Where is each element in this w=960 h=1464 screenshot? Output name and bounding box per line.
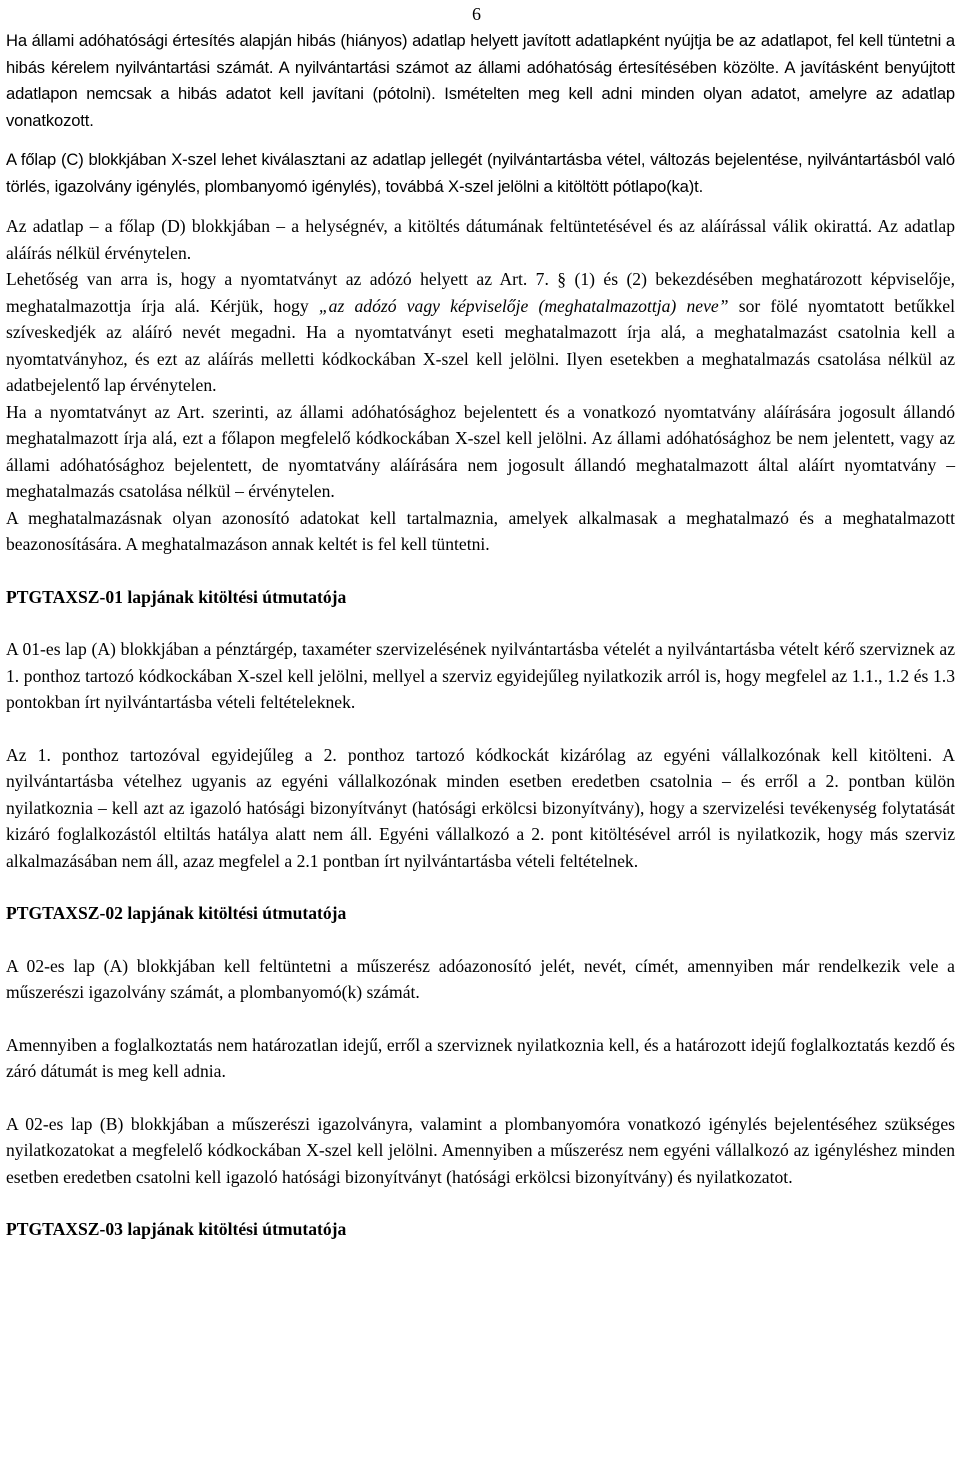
representative-italic-text: „az adózó vagy képviselője (meghatalmazottja) neve” [318,295,729,316]
section-title-ptgtaxsz-01: PTGTAXSZ-01 lapjának kitöltési útmutatója [6,586,347,607]
page-number: 6 [472,4,481,24]
section-01-text-1: A 01-es lap (A) blokkjában a pénztárgép, taxaméter szervizelésének nyilvántartásba vételét a nyilvántartásba vételt kérő szerviznek az 1. ponthoz tartozó kódkockában X-szel kell jelölni, mellyel a szerviz egyidejűleg nyilatkozik arról is, hogy megfelel az 1.1., 1.2 és 1.3 pontokban írt nyilvántartásba vételi feltételeknek. [6,639,955,712]
section-01-paragraph-1 [6,636,955,716]
document-body [6,28,955,1243]
section-01-paragraph-2 [6,742,955,875]
section-02-text-3: A 02-es lap (B) blokkjában a műszerészi igazolványra, valamint a plombanyomóra vonatkozó igénylés bejelentéséhez szükséges nyilatkozatokat a megfelelő kódkockában X-szel kell jelölni. Amennyiben a műszerész nem egyéni vállalkozó az igényléshez minden esetben eredetben csatolni kell igazoló hatósági bizonyítványt (hatósági erkölcsi bizonyítvány) és nyilatkozatot. [6,1113,955,1187]
intro-paragraph-permanent-proxy [6,399,955,505]
section-02-text-1: A 02-es lap (A) blokkjában kell feltüntetni a műszerész adóazonosító jelét, nevét, címét, amennyiben már rendelkezik vele a műszerészi igazolvány számát, a plombanyomó(k) számát. [6,955,955,1002]
intro-paragraph-correction [6,28,955,134]
representative-text-a: Lehetőség van arra is, hogy a nyomtatványt az adózó helyett az Art. 7. § (1) és (2) bekezdésében meghatározott képviselője, meghatalmazottja írja alá. Kérjük, hogy [6,269,955,316]
intro-paragraph-mainsheet [6,147,955,200]
section-02-text-2: Amennyiben a foglalkoztatás nem határozatlan idejű, erről a szerviznek nyilatkoznia kell, és a határozott idejű foglalkoztatás kezdő és záró dátumát is meg kell adnia. [6,1034,955,1081]
permanent-proxy-text: Ha a nyomtatványt az Art. szerinti, az állami adóhatósághoz bejelentett és a vonatkozó nyomtatvány aláírására jogosult állandó meghatalmazott írja alá, ezt a főlapon megfelelő kódkockában X-szel kell jelölni. Az állami adóhatósághoz be nem jelentett, vagy az állami adóhatósághoz bejelentett, de nyomtatvány aláírására nem jogosult állandó meghatalmazott által aláírt nyomtatvány – meghatalmazás csatolása nélkül – érvénytelen. [6,401,955,501]
intro-signature-text: Az adatlap – a főlap (D) blokkjában – a helységnév, a kitöltés dátumának feltüntetésével és az aláírással válik okirattá. Az adatlap aláírás nélkül érvénytelen. [6,216,955,263]
section-title-ptgtaxsz-02: PTGTAXSZ-02 lapjának kitöltési útmutatója [6,903,347,923]
intro-paragraph-representative [6,266,955,399]
section-02-paragraph-3 [6,1111,955,1191]
intro-mainsheet-text: A főlap (C) blokkjában X-szel lehet kiválasztani az adatlap jellegét (nyilvántartásba vétel, változás bejelentése, nyilvántartásból való törlés, igazolvány igénylés, plombanyomó igénylés), továbbá X-szel jelölni a kitöltött pótlapo(ka)t. [6,150,955,196]
intro-correction-text: Ha állami adóhatósági értesítés alapján hibás (hiányos) adatlap helyett javított adatlapként nyújtja be az adatlapot, fel kell tüntetni a hibás kérelem nyilvántartási számát. A nyilvántartási számot az állami adóhatóság értesítésében közölte. A javításként benyújtott adatlapon nemcsak a hibás adatot kell javítani (pótolni). Ismételten meg kell adni minden olyan adatot, amelyre az adatlap vonatkozott. [6,31,955,130]
section-title-ptgtaxsz-03: PTGTAXSZ-03 lapjának kitöltési útmutatója [6,1219,347,1239]
intro-paragraph-signature [6,213,955,266]
authorization-text: A meghatalmazásnak olyan azonosító adatokat kell tartalmaznia, amelyek alkalmasak a meghatalmazó és a meghatalmazott beazonosítására. A meghatalmazáson annak keltét is fel kell tüntetni. [6,507,955,554]
section-02-paragraph-1 [6,953,955,1006]
representative-text-b: sor fölé nyomtatott betűkkel szíveskedjék az aláíró nevét megadni. Ha a nyomtatványt eseti meghatalmazott írja alá, a meghatalmazást csatolnia kell a nyomtatványhoz, és ezt az aláírás melletti kódkockában X-szel kell jelölni. Ilyen esetekben a meghatalmazás csatolása nélkül az adatbejelentő lap érvénytelen. [6,295,955,395]
section-02-paragraph-2 [6,1032,955,1085]
intro-paragraph-authorization [6,505,955,558]
section-01-text-2: Az 1. ponthoz tartozóval egyidejűleg a 2. ponthoz tartozó kódkockát kizárólag az egyéni vállalkozónak kell kitölteni. A nyilvántartásba vételhez ugyanis az egyéni vállalkozónak minden esetben eredetben csatolnia – és erről a 2. pontban külön nyilatkoznia – kell azt az igazoló hatósági bizonyítványt (hatósági erkölcsi bizonyítvány), hogy a szervizelési tevékenység folytatását kizáró foglalkozástól eltiltás hatálya alatt nem áll. Egyéni vállalkozó a 2. pont kitöltésével arról is nyilatkozik, hogy más szerviz alkalmazásában nem áll, azaz megfelel a 2.1 pontban írt nyilvántartásba vételi feltételnek. [6,744,955,871]
